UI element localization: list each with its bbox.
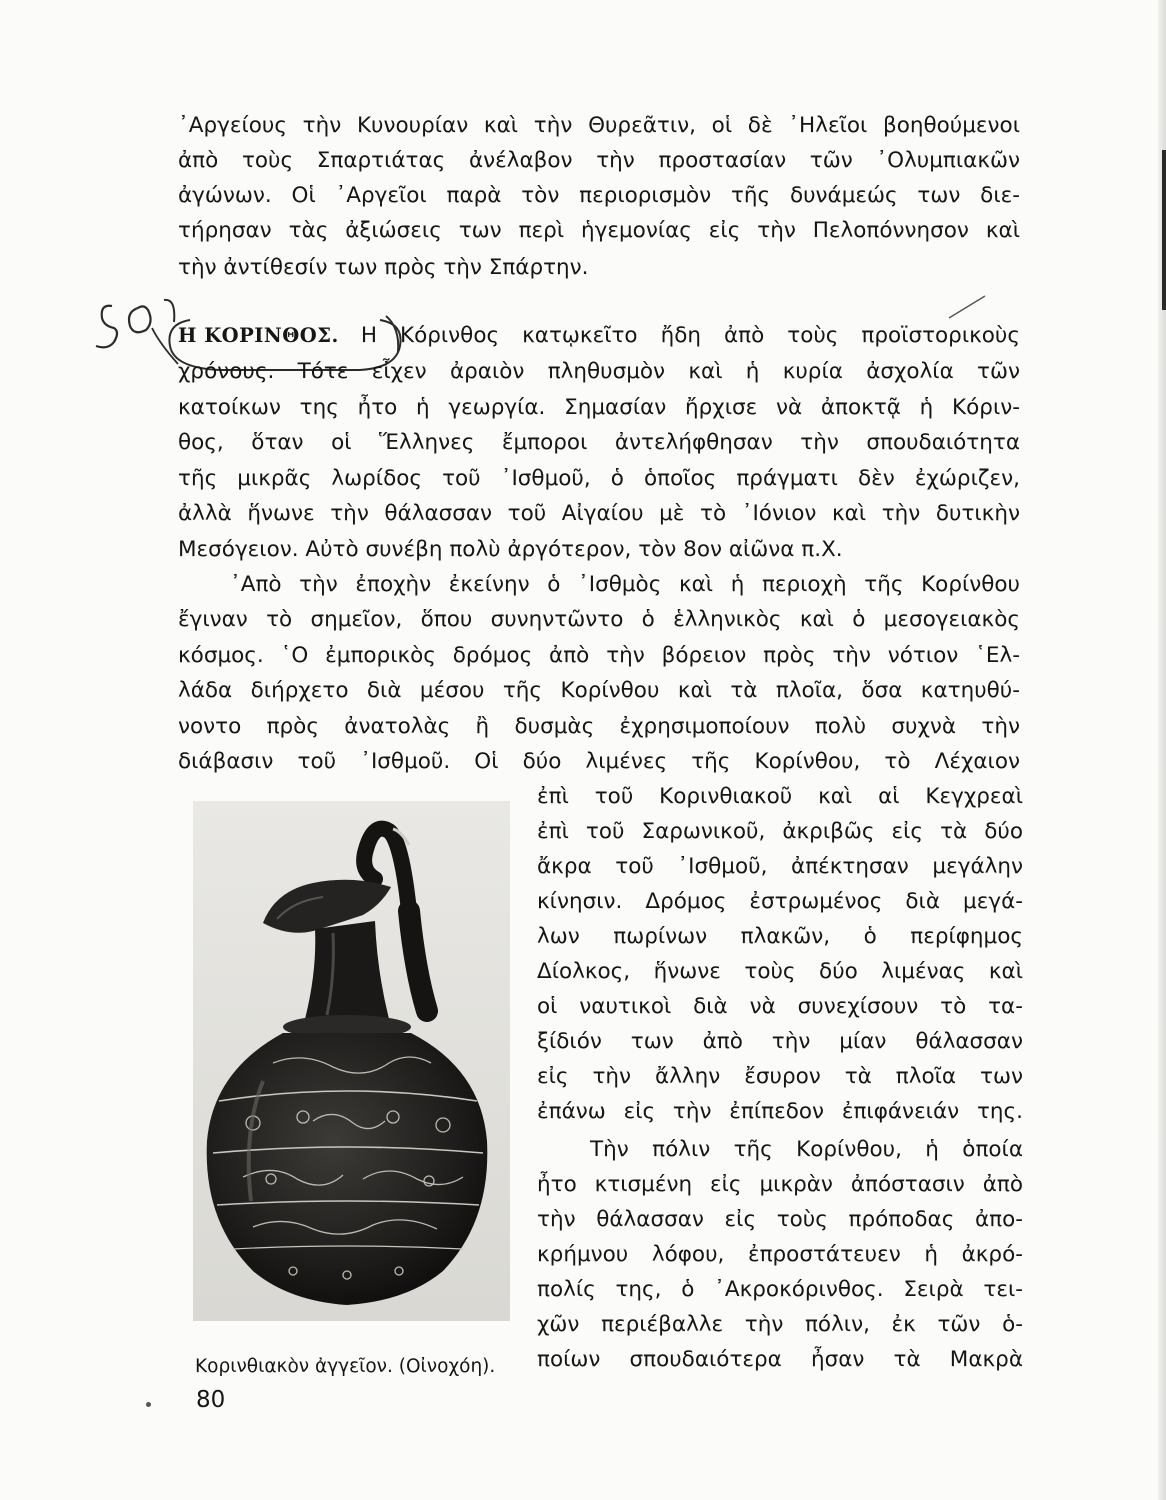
text-line-5: ἀλλὰ ἥνωνε τὴν θάλασσαν τοῦ Αἰγαίου μὲ τὸ ᾿Ιόνιον καὶ τὴν δυτικὴν bbox=[178, 501, 1020, 526]
text-line-11: νοντο πρὸς ἀνατολὰς ἢ δυσμὰς ἐχρησιμοποίουν πολὺ συχνὰ τὴν bbox=[178, 714, 1020, 739]
scan-edge-mark bbox=[1162, 150, 1166, 310]
text-line-1: χρόνους. Τότε εἶχεν ἀραιὸν πληθυσμὸν καὶ ἡ κυρία ἀσχολία τῶν bbox=[178, 359, 1020, 384]
column-line-14: κρήμνου λόφου, ἐπροστάτευεν ἡ ἀκρό- bbox=[537, 1242, 1023, 1267]
text-line-8: ἔγιναν τὸ σημεῖον, ὅπου συνηντῶντο ὁ ἑλληνικὸς καὶ ὁ μεσογειακὸς bbox=[178, 607, 1020, 632]
column-line-6: Δίολκος, ἥνωνε τοὺς δύο λιμένας καὶ bbox=[537, 959, 1023, 984]
text-line-10: λάδα διήρχετο διὰ μέσου τῆς Κορίνθου καὶ τὰ πλοῖα, ὅσα κατηυθύ- bbox=[178, 678, 1020, 703]
column-line-2: ἐπὶ τοῦ Σαρωνικοῦ, ἀκριβῶς εἰς τὰ δύο bbox=[537, 819, 1023, 844]
column-line-12: ἦτο κτισμένη εἰς μικρὰν ἀπόστασιν ἀπὸ bbox=[537, 1172, 1023, 1197]
text-line-12: διάβασιν τοῦ ᾿Ισθμοῦ. Οἱ δύο λιμένες τῆς Κορίνθου, τὸ Λέχαιον bbox=[178, 749, 1020, 774]
column-line-1: ἐπὶ τοῦ Κορινθιακοῦ καὶ αἱ Κεγχρεαὶ bbox=[537, 784, 1023, 809]
text-line-2: κατοίκων της ἦτο ἡ γεωργία. Σημασίαν ἤρχισε νὰ ἀποκτᾷ ἡ Κόριν- bbox=[178, 395, 1020, 420]
text-line-top-4: τήρησαν τὰς ἀξιώσεις των περὶ ἡγεμονίας εἰς τὴν Πελοπόννησον καὶ bbox=[178, 218, 1020, 243]
text-line-9: κόσμος. ῾Ο ἐμπορικὸς δρόμος ἀπὸ τὴν βόρειον πρὸς τὴν νότιον ῾Ελ- bbox=[178, 643, 1020, 668]
text-line-6: Μεσόγειον. Αὐτὸ συνέβη πολὺ ἀργότερον, τὸν 8ον αἰῶνα π.Χ. bbox=[178, 537, 843, 562]
text-line-7: ᾿Απὸ τὴν ἐποχὴν ἐκείνην ὁ ᾿Ισθμὸς καὶ ἡ περιοχὴ τῆς Κορίνθου bbox=[230, 572, 1020, 597]
text-line-top-5: τὴν ἀντίθεσίν των πρὸς τὴν Σπάρτην. bbox=[178, 255, 589, 280]
section-first-line-text: Η Κόρινθος κατῳκεῖτο ἤδη ἀπὸ τοὺς προϊστορικοὺς bbox=[360, 323, 1020, 348]
text-line-top-2: ἀπὸ τοὺς Σπαρτιάτας ἀνέλαβον τὴν προστασίαν τῶν ᾿Ολυμπιακῶν bbox=[178, 148, 1020, 173]
text-line-top-3: ἀγώνων. Οἱ ᾿Αργεῖοι παρὰ τὸν περιορισμὸν τῆς δυνάμεώς των διε- bbox=[178, 183, 1020, 208]
text-line-top-1: ᾿Αργείους τὴν Κυνουρίαν καὶ τὴν Θυρεᾶτιν, οἱ δὲ ᾿Ηλεῖοι βοηθούμενοι bbox=[178, 113, 1020, 138]
column-line-8: ξίδιόν των ἀπὸ τὴν μίαν θάλασσαν bbox=[537, 1029, 1023, 1054]
column-line-10: ἐπάνω εἰς τὴν ἐπίπεδον ἐπιφάνειάν της. bbox=[537, 1099, 1023, 1124]
column-line-9: εἰς τὴν ἄλλην ἔσυρον τὰ πλοῖα των bbox=[537, 1064, 1023, 1089]
column-line-17: ποίων σπουδαιότερα ἦσαν τὰ Μακρὰ bbox=[537, 1347, 1023, 1372]
column-line-15: πολίς της, ὁ ᾿Ακροκόρινθος. Σειρὰ τει- bbox=[537, 1277, 1023, 1302]
column-line-16: χῶν περιέβαλλε τὴν πόλιν, ἐκ τῶν ὁ- bbox=[537, 1312, 1023, 1337]
text-line-3: θος, ὅταν οἱ Ἕλληνες ἔμποροι ἀντελήφθησαν τὴν σπουδαιότητα bbox=[178, 430, 1020, 455]
section-heading: Η ΚΟΡΙΝΘΟΣ. bbox=[178, 324, 339, 347]
oinochoe-vase-photo bbox=[193, 801, 510, 1321]
pencil-stroke-mark bbox=[945, 292, 1005, 322]
section-first-line bbox=[178, 322, 1020, 350]
column-line-11: Τὴν πόλιν τῆς Κορίνθου, ἡ ὁποία bbox=[590, 1137, 1023, 1162]
text-line-4: τῆς μικρᾶς λωρίδος τοῦ ᾿Ισθμοῦ, ὁ ὁποῖος πράγματι δὲν ἐχώριζεν, bbox=[178, 466, 1020, 491]
column-line-3: ἄκρα τοῦ ᾿Ισθμοῦ, ἀπέκτησαν μεγάλην bbox=[537, 854, 1023, 879]
column-line-7: οἱ ναυτικοὶ διὰ νὰ συνεχίσουν τὸ τα- bbox=[537, 994, 1023, 1019]
column-line-13: τὴν θάλασσαν εἰς τοὺς πρόποδας ἀπο- bbox=[537, 1207, 1023, 1232]
figure-caption: Κορινθιακὸν ἀγγεῖον. (Οἰνοχόη). bbox=[195, 1356, 496, 1377]
page-number: 80 bbox=[196, 1387, 226, 1413]
column-line-5: λων πωρίνων πλακῶν, ὁ περίφημος bbox=[537, 924, 1023, 949]
column-line-4: κίνησιν. Δρόμος ἐστρωμένος διὰ μεγά- bbox=[537, 889, 1023, 914]
margin-dot-mark bbox=[146, 1402, 151, 1407]
